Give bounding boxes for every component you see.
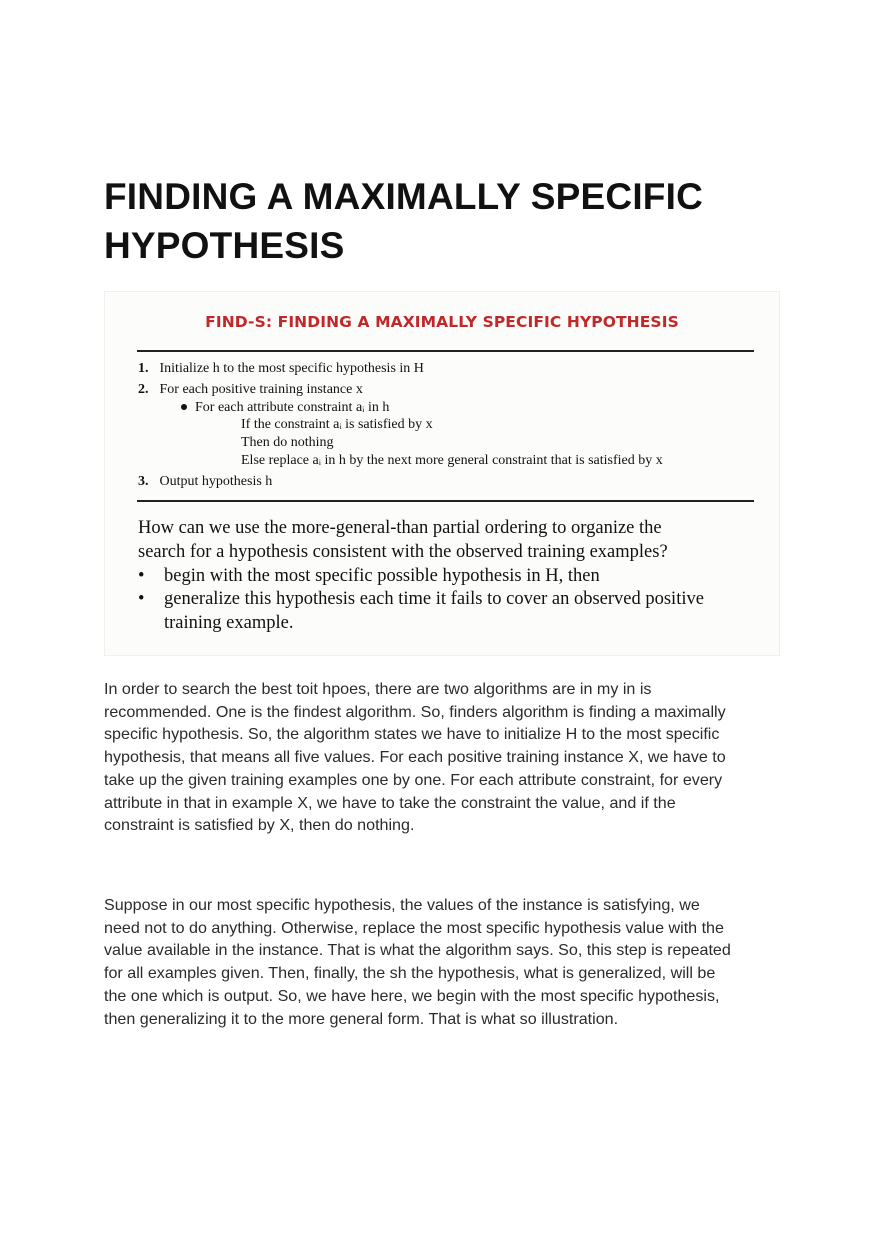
- find-s-algorithm-figure: [104, 291, 780, 656]
- algorithm-step-3: [138, 473, 272, 491]
- algorithm-substep-if: [241, 416, 433, 434]
- step-text: Initialize h to the most specific hypothesis in H: [159, 361, 424, 376]
- paragraph-line: value available in the instance. That is what the algorithm says. So, this step is repeated: [104, 941, 731, 960]
- step-number: 2.: [138, 382, 149, 397]
- algorithm-step-1: [138, 360, 424, 378]
- paragraph-line: then generalizing it to the more general form. That is what so illustration.: [104, 1009, 619, 1028]
- algorithm-substep-then: [241, 434, 334, 452]
- step-text: Else replace aᵢ in h by the next more general constraint that is satisfied by x: [241, 453, 663, 468]
- figure-bullet-2: [138, 588, 704, 635]
- step-number: 1.: [138, 361, 149, 376]
- page-title-line-2: HYPOTHESIS: [104, 225, 345, 266]
- algorithm-substep-else: [241, 452, 663, 470]
- paragraph-line: for all examples given. Then, finally, the sh the hypothesis, what is generalized, will be: [104, 964, 716, 983]
- bullet-text-line-2: training example.: [164, 612, 294, 633]
- body-paragraph-1: [104, 678, 784, 837]
- figure-question-line-1: How can we use the more-general-than partial ordering to organize the: [138, 518, 662, 538]
- figure-question-line-2: search for a hypothesis consistent with the observed training examples?: [138, 542, 668, 562]
- paragraph-line: attribute in that in example X, we have to take the constraint the value, and if the: [104, 793, 676, 812]
- step-text: If the constraint aᵢ is satisfied by x: [241, 417, 433, 432]
- step-text: Output hypothesis h: [159, 474, 273, 489]
- figure-top-rule: [137, 350, 754, 352]
- paragraph-line: the one which is output. So, we have here, we begin with the most specific hypothesis,: [104, 986, 720, 1005]
- paragraph-line: hypothesis, that means all five values. For each positive training instance X, we have to: [104, 748, 726, 767]
- bullet-icon: •: [138, 566, 145, 586]
- step-text: For each attribute constraint aᵢ in h: [195, 400, 390, 415]
- bullet-dot-icon: [181, 404, 187, 410]
- bullet-text-line-1: generalize this hypothesis each time it fails to cover an observed positive: [164, 589, 704, 609]
- page-title: [104, 172, 784, 270]
- bullet-text-block: [164, 588, 704, 635]
- figure-bottom-rule: [137, 500, 754, 502]
- paragraph-line: need not to do anything. Otherwise, replace the most specific hypothesis value with the: [104, 918, 724, 937]
- paragraph-line: take up the given training examples one by one. For each attribute constraint, for every: [104, 770, 723, 789]
- paragraph-line: In order to search the best toit hpoes, there are two algorithms are in my in is: [104, 680, 652, 698]
- algorithm-step-2: [138, 381, 363, 399]
- paragraph-line: Suppose in our most specific hypothesis, the values of the instance is satisfying, we: [104, 896, 700, 914]
- bullet-icon: •: [138, 589, 145, 609]
- step-number: 3.: [138, 474, 149, 489]
- step-text: For each positive training instance x: [159, 382, 363, 397]
- algorithm-substep-attribute-loop: [181, 399, 389, 417]
- paragraph-line: recommended. One is the findest algorithm. So, finders algorithm is finding a maximally: [104, 702, 726, 721]
- figure-bullet-1: [138, 565, 600, 589]
- step-text: Then do nothing: [241, 435, 334, 450]
- body-paragraph-2: [104, 894, 784, 1030]
- paragraph-line: specific hypothesis. So, the algorithm states we have to initialize H to the most specific: [104, 725, 720, 744]
- figure-title: FIND-S: FINDING A MAXIMALLY SPECIFIC HYPOTHESIS: [205, 313, 679, 331]
- bullet-text: begin with the most specific possible hypothesis in H, then: [164, 566, 600, 586]
- figure-question: [138, 516, 668, 564]
- page-title-line-1: FINDING A MAXIMALLY SPECIFIC: [104, 176, 704, 217]
- paragraph-line: constraint is satisfied by X, then do nothing.: [104, 816, 415, 835]
